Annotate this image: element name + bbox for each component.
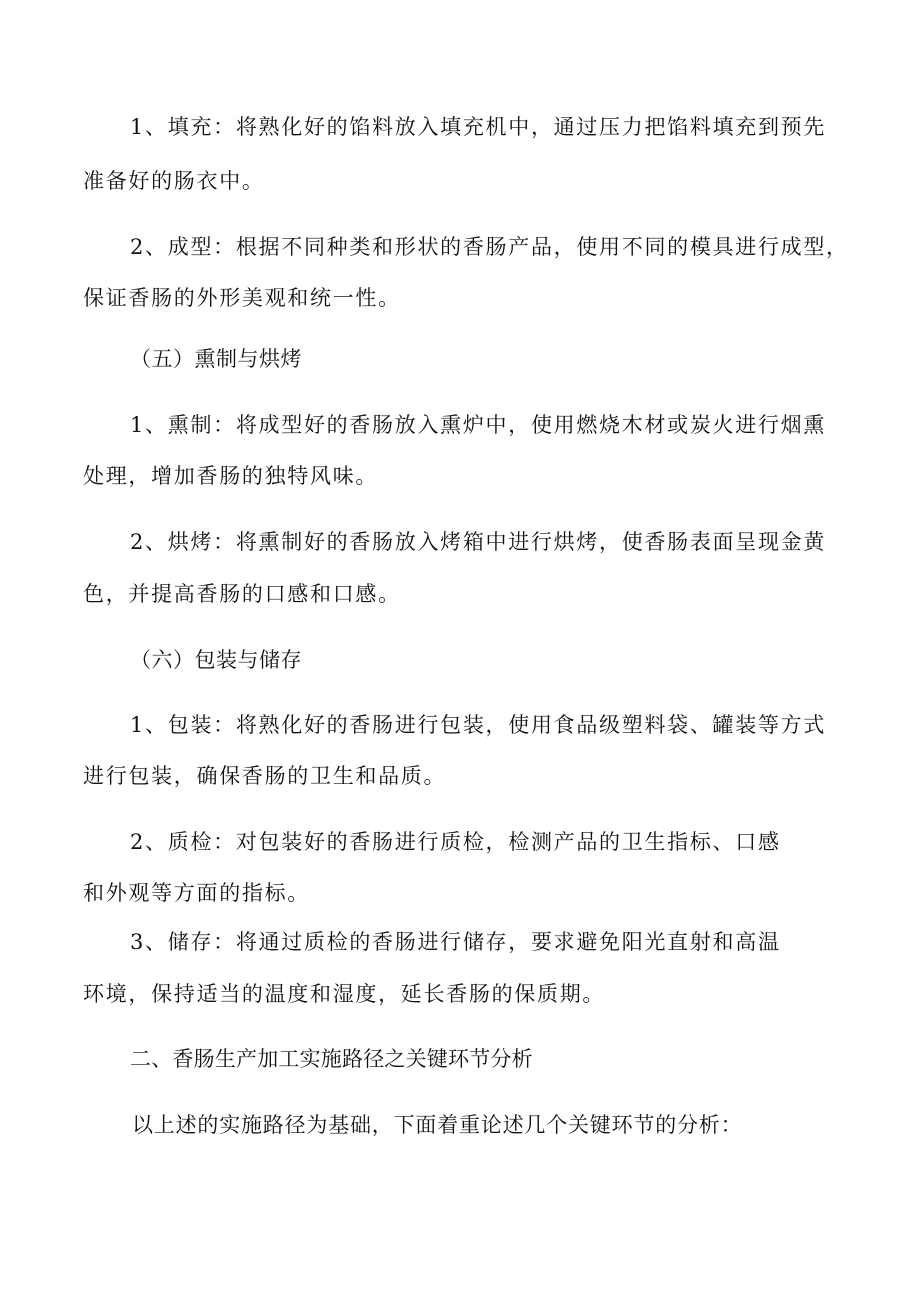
paragraph-filling-line-1: 1、填充：将熟化好的馅料放入填充机中，通过压力把馅料填充到预先 xyxy=(130,115,827,139)
paragraph-packaging-line-1: 1、包装：将熟化好的香肠进行包装，使用食品级塑料袋、罐装等方式 xyxy=(130,713,827,737)
paragraph-baking-line-2: 色，并提高香肠的口感和口感。 xyxy=(83,582,401,606)
section-heading-smoking-baking: （五）熏制与烘烤 xyxy=(130,347,302,371)
paragraph-intro: 以上述的实施路径为基础，下面着重论述几个关键环节的分析： xyxy=(132,1113,743,1137)
chapter-heading-key-links: 二、香肠生产加工实施路径之关键环节分析 xyxy=(130,1047,533,1071)
paragraph-forming-line-2: 保证香肠的外形美观和统一性。 xyxy=(83,286,401,310)
paragraph-quality-check-line-1: 2、质检：对包装好的香肠进行质检，检测产品的卫生指标、口感 xyxy=(130,830,781,854)
paragraph-storage-line-2: 环境，保持适当的温度和湿度，延长香肠的保质期。 xyxy=(83,982,606,1006)
section-heading-packaging-storage: （六）包装与储存 xyxy=(130,648,302,672)
paragraph-smoking-line-2: 处理，增加香肠的独特风味。 xyxy=(83,464,379,488)
paragraph-filling-line-2: 准备好的肠衣中。 xyxy=(83,169,265,193)
paragraph-baking-line-1: 2、烘烤：将熏制好的香肠放入烤箱中进行烘烤，使香肠表面呈现金黄 xyxy=(130,530,827,554)
paragraph-forming-line-1: 2、成型：根据不同种类和形状的香肠产品，使用不同的模具进行成型， xyxy=(130,235,849,259)
paragraph-storage-line-1: 3、储存：将通过质检的香肠进行储存，要求避免阳光直射和高温 xyxy=(130,930,781,954)
paragraph-quality-check-line-2: 和外观等方面的指标。 xyxy=(83,881,310,905)
paragraph-smoking-line-1: 1、熏制：将成型好的香肠放入熏炉中，使用燃烧木材或炭火进行烟熏 xyxy=(130,413,827,437)
paragraph-packaging-line-2: 进行包装，确保香肠的卫生和品质。 xyxy=(83,764,447,788)
